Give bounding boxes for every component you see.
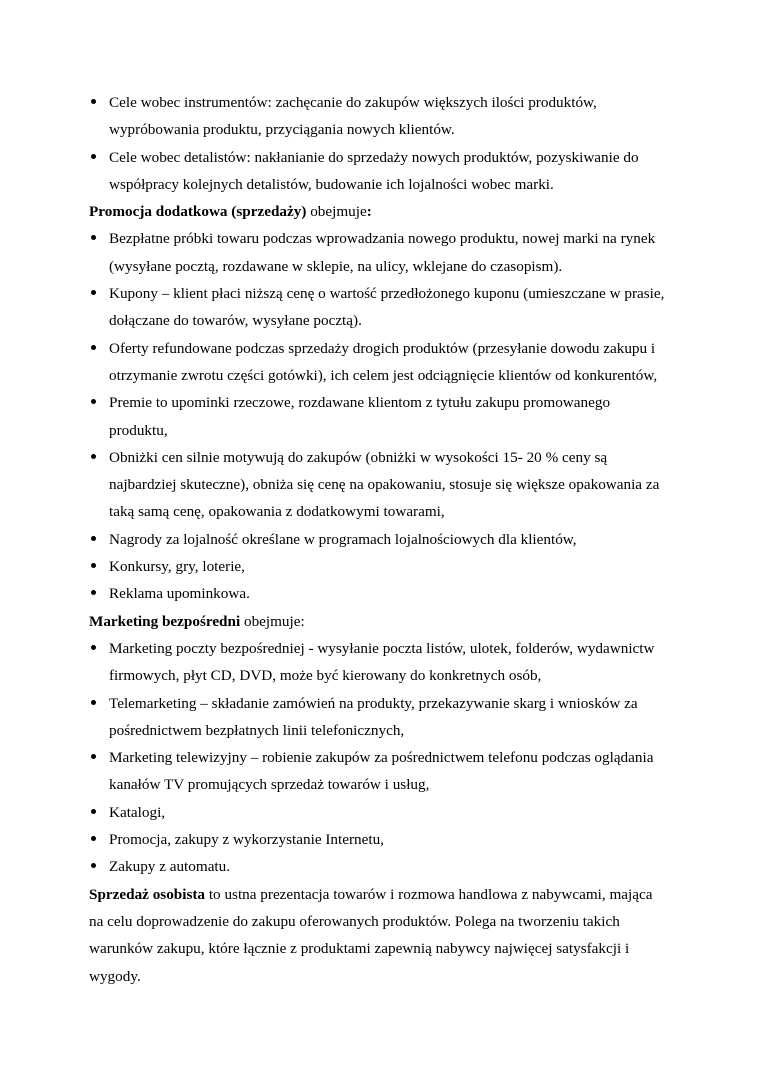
list-item <box>89 89 669 144</box>
sprzedaz-paragraph <box>89 881 669 990</box>
bullet-icon <box>91 399 96 404</box>
list-item <box>89 853 669 880</box>
bullet-icon <box>91 235 96 240</box>
list-item-text: Konkursy, gry, loterie, <box>109 558 245 576</box>
bullet-icon <box>91 590 96 595</box>
bullet-icon <box>91 99 96 104</box>
list-item <box>89 553 669 580</box>
list-item <box>89 225 669 280</box>
list-item-text: Katalogi, <box>109 803 166 821</box>
list-item-text: Obniżki cen silnie motywują do zakupów (obniżki w wysokości 15- 20 % ceny są najbardziej skuteczne), obniża się cenę na opakowaniu, stosuje się większe opakowania za taką samą cenę, opakowania z dodatkowymi towarami, <box>109 448 660 521</box>
sprzedaz-bold: Sprzedaż osobista <box>89 885 206 903</box>
marketing-heading-normal: obejmuje: <box>240 612 305 630</box>
list-item-text: Premie to upominki rzeczowe, rozdawane klientom z tytułu zakupu promowanego produktu, <box>109 394 611 439</box>
bullet-icon <box>91 809 96 814</box>
bullet-icon <box>91 754 96 759</box>
promocja-heading-bold: Promocja dodatkowa (sprzedaży) <box>89 203 307 221</box>
list-item <box>89 280 669 335</box>
list-item-text: Zakupy z automatu. <box>109 858 231 876</box>
bullet-icon <box>91 863 96 868</box>
list-item <box>89 744 669 799</box>
goals-list <box>89 89 669 198</box>
list-item-text: Kupony – klient płaci niższą cenę o wartość przedłożonego kuponu (umieszczane w prasie, dołączane do towarów, wysyłane pocztą). <box>109 285 665 330</box>
list-item-text: Telemarketing – składanie zamówień na produkty, przekazywanie skarg i wniosków za pośrednictwem bezpłatnych linii telefonicznych, <box>109 694 638 739</box>
bullet-icon <box>91 345 96 350</box>
promocja-heading-colon: : <box>366 203 372 221</box>
marketing-heading <box>89 608 669 635</box>
list-item-text: Marketing telewizyjny – robienie zakupów za pośrednictwem telefonu podczas oglądania kanałów TV promujących sprzedaż towarów i usług, <box>109 749 654 794</box>
list-item-text: Cele wobec detalistów: nakłanianie do sprzedaży nowych produktów, pozyskiwanie do współpracy kolejnych detalistów, budowanie ich lojalności wobec marki. <box>109 148 639 193</box>
list-item <box>89 389 669 444</box>
bullet-icon <box>91 536 96 541</box>
list-item-text: Reklama upominkowa. <box>109 585 250 603</box>
promocja-heading-normal: obejmuje <box>306 203 367 221</box>
list-item-text: Cele wobec instrumentów: zachęcanie do zakupów większych ilości produktów, wypróbowania produktu, przyciągania nowych klientów. <box>109 94 597 139</box>
sprzedaz-text: to ustna prezentacja towarów i rozmowa handlowa z nabywcami, mająca na celu doprowadzenie do zakupu oferowanych produktów. Polega na tworzeniu takich warunków zakupu, które łącznie z produktami zapewnią nabywcy najwięcej satysfakcji i wygody. <box>89 885 653 985</box>
list-item-text: Oferty refundowane podczas sprzedaży drogich produktów (przesyłanie dowodu zakupu i otrzymanie zwrotu części gotówki), ich celem jest odciągnięcie klientów od konkurentów, <box>109 339 658 384</box>
list-item <box>89 635 669 690</box>
list-item-text: Bezpłatne próbki towaru podczas wprowadzania nowego produktu, nowej marki na rynek (wysyłane pocztą, rozdawane w sklepie, na ulicy, wklejane do czasopism). <box>109 230 656 275</box>
list-item <box>89 580 669 607</box>
list-item <box>89 526 669 553</box>
list-item <box>89 799 669 826</box>
list-item <box>89 690 669 745</box>
page-content <box>89 89 669 990</box>
bullet-icon <box>91 154 96 159</box>
bullet-icon <box>91 290 96 295</box>
promocja-list <box>89 225 669 607</box>
list-item <box>89 826 669 853</box>
bullet-icon <box>91 836 96 841</box>
bullet-icon <box>91 645 96 650</box>
list-item <box>89 335 669 390</box>
bullet-icon <box>91 700 96 705</box>
list-item-text: Nagrody za lojalność określane w programach lojalnościowych dla klientów, <box>109 530 577 548</box>
marketing-list <box>89 635 669 881</box>
bullet-icon <box>91 454 96 459</box>
list-item <box>89 444 669 526</box>
bullet-icon <box>91 563 96 568</box>
list-item-text: Marketing poczty bezpośredniej - wysyłanie poczta listów, ulotek, folderów, wydawnictw firmowych, płyt CD, DVD, może być kierowany do konkretnych osób, <box>109 639 655 685</box>
marketing-heading-bold: Marketing bezpośredni <box>89 612 241 630</box>
list-item-text: Promocja, zakupy z wykorzystanie Internetu, <box>109 831 384 849</box>
promocja-heading <box>89 198 669 225</box>
list-item <box>89 144 669 199</box>
